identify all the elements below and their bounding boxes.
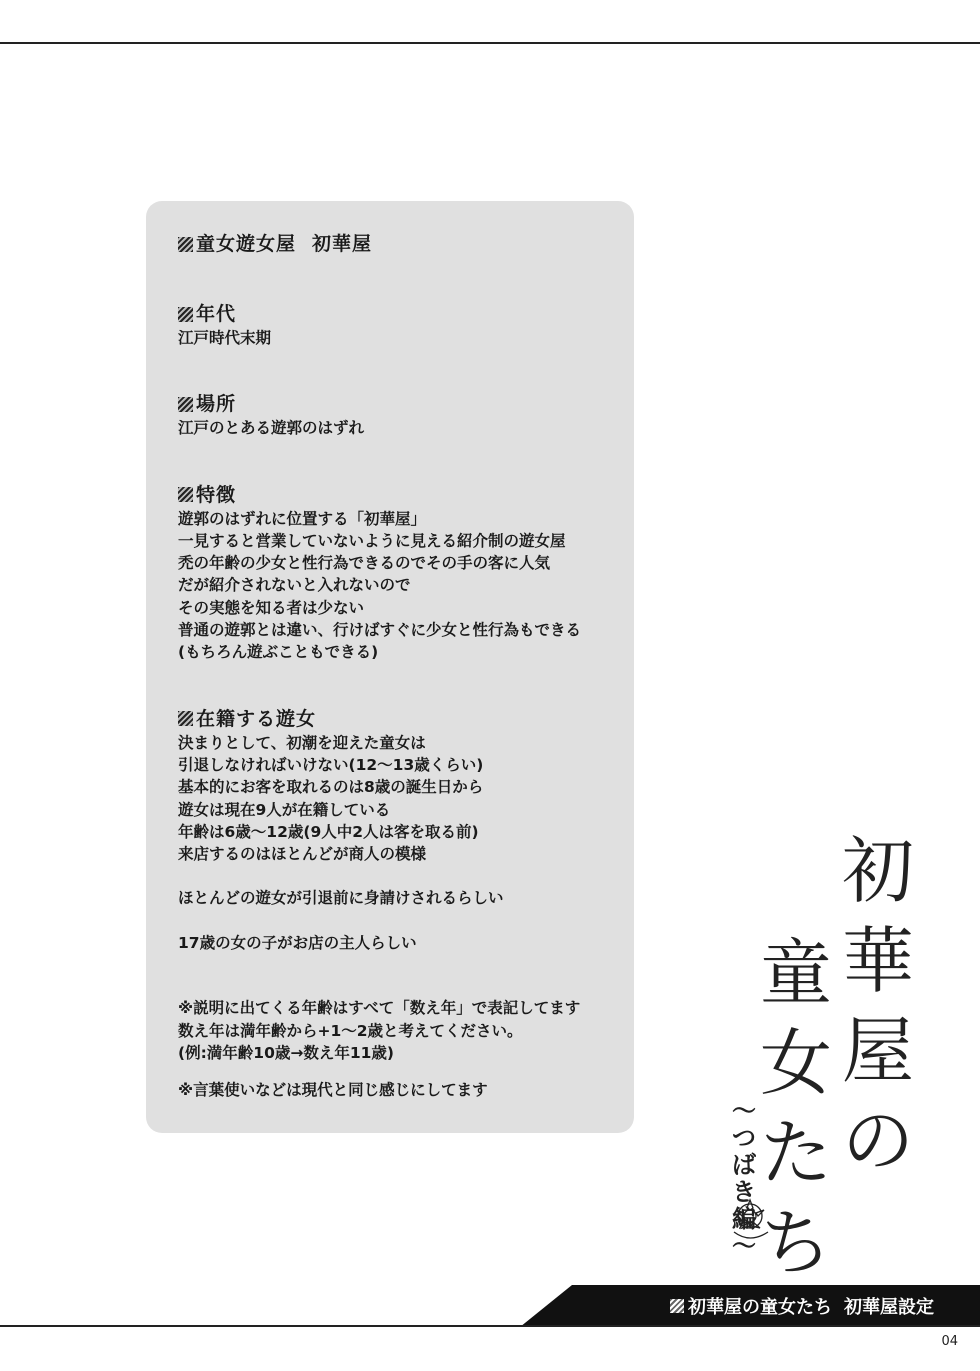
section-line: (もちろん遊ぶこともできる): [178, 643, 379, 662]
hatched-square-icon: [178, 237, 193, 252]
section-line: 一見すると営業していないように見える紹介制の遊女屋: [178, 531, 566, 550]
section-heading-text: 年代: [196, 303, 237, 325]
panel-title-name: 初華屋: [312, 233, 373, 255]
section-line: だが紹介されないと入れないので: [178, 576, 411, 595]
section-line: 来店するのはほとんどが商人の模様: [178, 845, 427, 864]
section-heading: [178, 301, 618, 327]
note-line: (例:満年齢10歳→数え年11歳): [178, 1044, 394, 1062]
logo-char: 初: [841, 829, 914, 913]
section-heading: [178, 391, 618, 417]
sections: [178, 301, 618, 954]
logo-subtitle-char: き: [732, 1178, 756, 1206]
settings-panel: [146, 201, 634, 1133]
logo-char: の: [841, 1099, 914, 1183]
logo-char: 屋: [841, 1009, 914, 1093]
logo-subtitle-char: 編: [732, 1205, 756, 1233]
section-heading-text: 在籍する遊女: [196, 707, 317, 730]
footer-subtitle: 初華屋設定: [844, 1297, 934, 1318]
note-line: ※言葉使いなどは現代と同じ感じにしてます: [178, 1080, 488, 1099]
note-line: ※説明に出てくる年齢はすべて「数え年」で表記してます: [178, 999, 581, 1017]
section-line: 禿の年齢の少女と性行為できるのでその手の客に人気: [178, 554, 551, 573]
section-line: 17歳の女の子がお店の主人らしい: [178, 933, 417, 952]
section-line: 江戸のとある遊郭のはずれ: [178, 419, 365, 438]
page-number: 04: [941, 1334, 958, 1349]
panel-content: [178, 231, 618, 954]
note-lines: [178, 997, 628, 1065]
notes: [178, 997, 628, 1101]
hatched-square-icon: [178, 711, 193, 726]
section-heading: [178, 706, 618, 732]
logo-char: ち: [759, 1201, 832, 1285]
section: [178, 391, 618, 439]
section: [178, 706, 618, 954]
logo-title-col1: [838, 826, 918, 1186]
panel-title: [178, 231, 618, 257]
hatched-square-icon: [178, 307, 193, 322]
section-line: 基本的にお客を取れるのは8歳の誕生日から: [178, 778, 484, 797]
logo-subtitle-char: 〜: [732, 1232, 756, 1260]
section-line: ほとんどの遊女が引退前に身請けされるらしい: [178, 889, 504, 908]
logo-subtitle-char: つ: [732, 1124, 756, 1152]
hatched-square-icon: [178, 487, 193, 502]
section-heading-text: 特徴: [196, 483, 237, 506]
section-line: 決まりとして、初潮を迎えた童女は: [178, 733, 426, 752]
logo-subtitle-char: 〜: [732, 1097, 756, 1125]
logo-char: 童: [759, 931, 832, 1015]
section-line: 年齢は6歳〜12歳(9人中2人は客を取る前): [178, 822, 479, 841]
section-line: [178, 910, 618, 932]
logo-subtitle-char: ば: [732, 1151, 756, 1179]
section-line: 江戸時代末期: [178, 329, 272, 347]
bottom-rule: [0, 1325, 980, 1327]
note-line: 数え年は満年齢から+1〜2歳と考えてください。: [178, 1021, 523, 1040]
section-line: 引退しなければいけない(12〜13歳くらい): [178, 755, 484, 774]
logo-char: た: [759, 1111, 832, 1195]
hatched-square-icon: [670, 1299, 684, 1313]
section-heading-text: 場所: [196, 393, 237, 416]
section-line: 遊郭のはずれに位置する「初華屋」: [178, 509, 427, 528]
camellia-emblem-icon: [720, 1186, 800, 1254]
footer-title: 初華屋の童女たち: [688, 1297, 832, 1318]
section: [178, 482, 618, 664]
section-line: 普通の遊郭とは違い、行けばすぐに少女と性行為もできる: [178, 621, 582, 640]
panel-title-text: 童女遊女屋: [196, 233, 297, 255]
section-line: [178, 865, 618, 887]
section-line: 遊女は現在9人が在籍している: [178, 800, 391, 819]
hatched-square-icon: [178, 397, 193, 412]
section-line: その実態を知る者は少ない: [178, 598, 365, 617]
section-heading: [178, 482, 618, 508]
logo-char: 華: [841, 919, 914, 1003]
logo-char: 女: [759, 1021, 832, 1105]
section: [178, 301, 618, 349]
footer-banner-text: [670, 1285, 970, 1327]
top-rule: [0, 42, 980, 44]
